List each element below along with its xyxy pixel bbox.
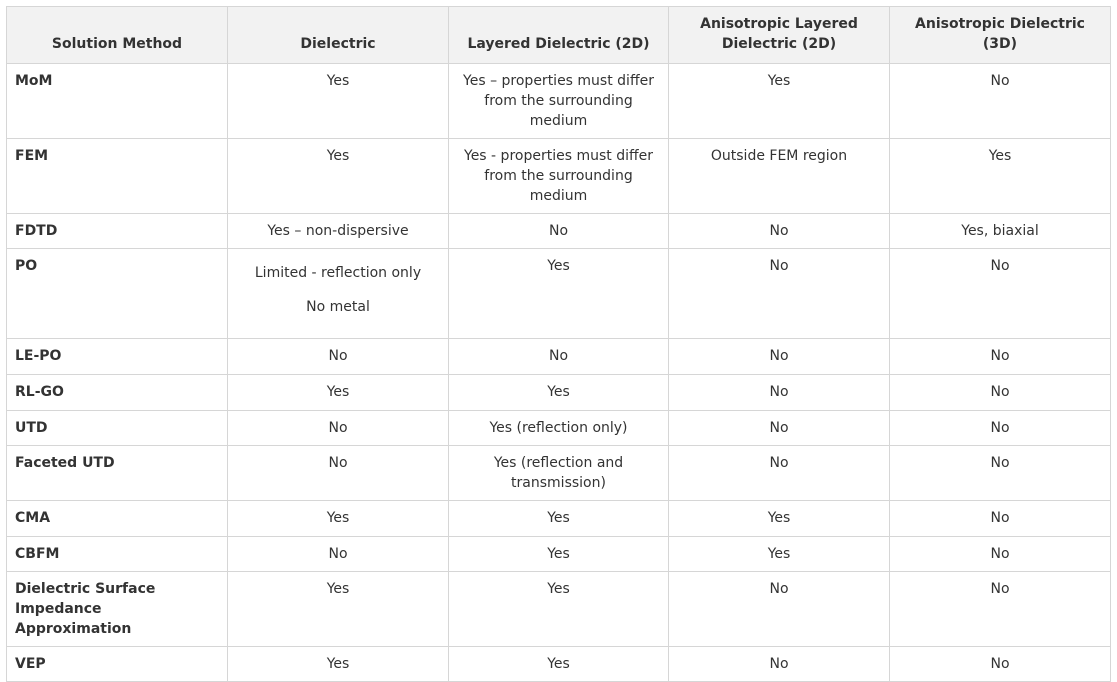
method-cell: UTD xyxy=(7,411,228,446)
header-row xyxy=(7,7,1111,64)
table-cell: No xyxy=(669,572,890,647)
solution-method-support-table xyxy=(6,6,1111,682)
table-cell: No xyxy=(228,411,449,446)
table-cell: No xyxy=(890,375,1111,411)
method-cell: RL-GO xyxy=(7,375,228,411)
table-cell: Yes, biaxial xyxy=(890,214,1111,249)
header-anisotropic-layered-dielectric-2d: Anisotropic Layered Dielectric (2D) xyxy=(669,7,890,64)
method-cell: FEM xyxy=(7,139,228,214)
header-layered-dielectric-2d: Layered Dielectric (2D) xyxy=(449,7,669,64)
table-cell: Yes – non-dispersive xyxy=(228,214,449,249)
table-row-cma xyxy=(7,501,1111,537)
table-cell: Yes xyxy=(449,375,669,411)
table-cell: Yes xyxy=(449,537,669,572)
table-cell: Yes xyxy=(228,375,449,411)
table-cell: Yes (reflection and transmission) xyxy=(449,446,669,501)
table-cell: No xyxy=(669,647,890,682)
table-cell: Yes xyxy=(669,537,890,572)
table-cell xyxy=(228,249,449,339)
method-cell: VEP xyxy=(7,647,228,682)
table-cell: Yes xyxy=(449,572,669,647)
table-cell: Yes xyxy=(669,501,890,537)
table-cell: No xyxy=(890,339,1111,375)
table-row-utd xyxy=(7,411,1111,446)
table-row-cbfm xyxy=(7,537,1111,572)
table-cell: No xyxy=(228,446,449,501)
table-cell: No xyxy=(669,375,890,411)
table-row-dielectric-surface-impedance-approximation xyxy=(7,572,1111,647)
method-cell: Faceted UTD xyxy=(7,446,228,501)
table-cell: Yes xyxy=(228,647,449,682)
table-cell: No xyxy=(890,249,1111,339)
cell-note: No metal xyxy=(306,299,370,315)
table-row-faceted-utd xyxy=(7,446,1111,501)
table-row-le-po xyxy=(7,339,1111,375)
method-cell: MoM xyxy=(7,64,228,139)
table-cell: No xyxy=(669,411,890,446)
table-cell: No xyxy=(669,214,890,249)
table-cell: Yes xyxy=(228,64,449,139)
table-cell: No xyxy=(669,446,890,501)
table-cell: Yes xyxy=(449,647,669,682)
table-cell: No xyxy=(890,501,1111,537)
table-cell: No xyxy=(890,572,1111,647)
method-cell: Dielectric Surface Impedance Approximation xyxy=(7,572,228,647)
table-cell: Yes (reflection only) xyxy=(449,411,669,446)
table-cell: No xyxy=(449,214,669,249)
header-solution-method: Solution Method xyxy=(7,7,228,64)
table-cell: Outside FEM region xyxy=(669,139,890,214)
table-row-vep xyxy=(7,647,1111,682)
table-cell: No xyxy=(890,537,1111,572)
table-row-mom xyxy=(7,64,1111,139)
table-row-po xyxy=(7,249,1111,339)
method-cell: CMA xyxy=(7,501,228,537)
table-cell: Yes xyxy=(890,139,1111,214)
table-cell: No xyxy=(890,411,1111,446)
cell-text: Limited - reflection only xyxy=(254,265,422,281)
method-cell: FDTD xyxy=(7,214,228,249)
table-row-rl-go xyxy=(7,375,1111,411)
table-cell: No xyxy=(228,537,449,572)
table-row-fem xyxy=(7,139,1111,214)
table-row-fdtd xyxy=(7,214,1111,249)
table-cell: Yes – properties must differ from the surrounding medium xyxy=(449,64,669,139)
table-cell: Yes - properties must differ from the surrounding medium xyxy=(449,139,669,214)
table-cell: No xyxy=(890,64,1111,139)
method-cell: CBFM xyxy=(7,537,228,572)
table-cell: No xyxy=(228,339,449,375)
table-cell: No xyxy=(669,339,890,375)
table-cell: No xyxy=(449,339,669,375)
table-cell: No xyxy=(890,647,1111,682)
table-cell: Yes xyxy=(228,501,449,537)
header-anisotropic-dielectric-3d: Anisotropic Dielectric (3D) xyxy=(890,7,1111,64)
method-cell: PO xyxy=(7,249,228,339)
table-cell: Yes xyxy=(449,501,669,537)
table-cell: Yes xyxy=(669,64,890,139)
header-dielectric: Dielectric xyxy=(228,7,449,64)
method-cell: LE-PO xyxy=(7,339,228,375)
table-cell: Yes xyxy=(449,249,669,339)
table-cell: Yes xyxy=(228,572,449,647)
table-cell: Yes xyxy=(228,139,449,214)
table-cell: No xyxy=(669,249,890,339)
table-cell: No xyxy=(890,446,1111,501)
